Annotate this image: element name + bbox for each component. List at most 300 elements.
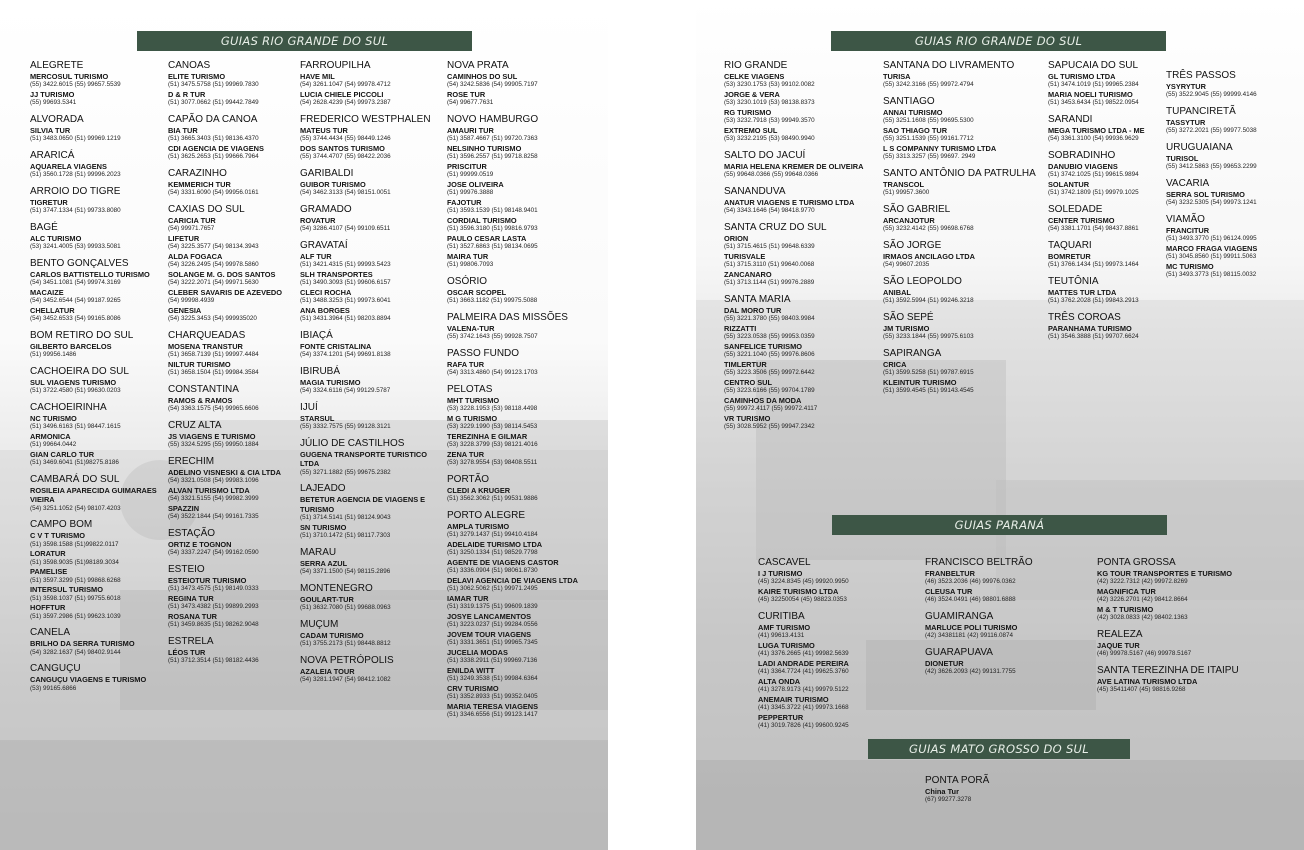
agency-name: HAVE MIL bbox=[300, 72, 335, 81]
city-name: ALEGRETE bbox=[30, 60, 84, 71]
city-name: SÃO SEPÉ bbox=[883, 312, 934, 323]
agency-phones: (51) 3712.3514 (51) 98182.4436 bbox=[168, 657, 259, 665]
agency-name: BIA TUR bbox=[168, 126, 198, 135]
directory-column bbox=[168, 60, 300, 666]
agency-phones: (51) 3331.3651 (51) 99965.7345 bbox=[447, 639, 538, 647]
agency-name: ALVAN TURISMO LTDA bbox=[168, 486, 250, 495]
agency-phones: (51) 3469.6041 (51)98275.8186 bbox=[30, 459, 119, 467]
agency-phones: (54) 3225.3577 (54) 98134.3943 bbox=[168, 243, 259, 251]
agency-phones: (51) 3599.5258 (51) 99787.6915 bbox=[883, 369, 974, 377]
agency-name: ZENA TUR bbox=[447, 450, 485, 459]
agency-name: CENTRO SUL bbox=[724, 378, 773, 387]
agency-name: ALF TUR bbox=[300, 252, 332, 261]
agency-phones: (53) 3230.1019 (53) 98138.8373 bbox=[724, 99, 815, 107]
agency-phones: (54) 3361.3100 (54) 99936.9629 bbox=[1048, 135, 1139, 143]
agency-name: ENILDA WITT bbox=[447, 666, 495, 675]
city-block bbox=[1048, 60, 1166, 108]
agency-name: C V T TURISMO bbox=[30, 531, 86, 541]
city-block bbox=[30, 366, 168, 396]
city-block bbox=[30, 663, 168, 693]
agency-phones: (54) 3522.1844 (54) 99161.7335 bbox=[168, 513, 259, 521]
city-block bbox=[300, 655, 446, 685]
agency-name: FONTE CRISTALINA bbox=[300, 342, 372, 351]
city-block bbox=[447, 384, 587, 468]
agency-name: CRV TURISMO bbox=[447, 684, 499, 693]
city-name: LAJEADO bbox=[300, 483, 346, 495]
city-block bbox=[30, 519, 168, 621]
city-name: SANTO ANTÔNIO DA PATRULHA bbox=[883, 168, 1036, 179]
city-name: ARROIO DO TIGRE bbox=[30, 186, 121, 197]
city-block bbox=[300, 438, 446, 477]
agency-phones: (51) 3722.4580 (51) 99630.0203 bbox=[30, 387, 121, 395]
city-name: CASCAVEL bbox=[758, 557, 811, 568]
agency-name: CADAM TURISMO bbox=[300, 630, 364, 640]
city-block bbox=[1048, 240, 1166, 270]
agency-name: SERRA SOL TURISMO bbox=[1166, 190, 1245, 199]
agency-name: SPAZZIN bbox=[168, 504, 200, 513]
city-name: VIAMÃO bbox=[1166, 214, 1205, 225]
agency-phones: (54) 3324.6116 (54) 99129.5787 bbox=[300, 387, 391, 395]
directory-column bbox=[300, 60, 446, 685]
agency-phones: (55) 3412.5863 (55) 99653.2299 bbox=[1166, 163, 1257, 171]
agency-name: JOSE OLIVEIRA bbox=[447, 180, 504, 189]
agency-name: TURISVALE bbox=[724, 252, 766, 261]
agency-name: YSYRYTUR bbox=[1166, 82, 1206, 91]
city-name: PONTA PORÃ bbox=[925, 775, 990, 786]
agency-name: JOVEM TOUR VIAGENS bbox=[447, 630, 532, 639]
agency-name: PEPPERTUR bbox=[758, 713, 804, 722]
agency-name: ARCANJOTUR bbox=[883, 216, 935, 225]
city-name: CACHOEIRINHA bbox=[30, 402, 107, 413]
agency-name: ORION bbox=[724, 234, 749, 243]
agency-phones: (51) 3710.1472 (51) 98117.7303 bbox=[300, 532, 391, 540]
agency-name: ANATUR VIAGENS E TURISMO LTDA bbox=[724, 198, 855, 207]
city-block bbox=[300, 619, 446, 649]
agency-name: PRISCITUR bbox=[447, 162, 487, 171]
city-block bbox=[168, 168, 300, 198]
agency-name: TIMLERTUR bbox=[724, 360, 767, 369]
agency-phones: (41) 3278.9173 (41) 99979.5122 bbox=[758, 686, 849, 694]
agency-phones: (54) 3462.3133 (54) 98151.0051 bbox=[300, 189, 391, 197]
agency-phones: (51) 3587.4667 (51) 99720.7363 bbox=[447, 135, 538, 143]
city-name: CANOAS bbox=[168, 60, 211, 71]
agency-phones: (51) 3453.6434 (51) 98522.0954 bbox=[1048, 99, 1139, 107]
agency-phones: (54) 3281.1947 (54) 98412.1082 bbox=[300, 676, 391, 684]
agency-name: SERRA AZUL bbox=[300, 558, 348, 568]
city-block bbox=[300, 366, 446, 396]
agency-name: ROSANA TUR bbox=[168, 612, 217, 621]
city-name: GRAVATAÍ bbox=[300, 240, 348, 251]
city-block bbox=[300, 547, 446, 577]
agency-name: MAGNIFICA TUR bbox=[1097, 587, 1156, 596]
agency-name: ORTIZ E TOGNON bbox=[168, 540, 232, 549]
agency-name: GIAN CARLO TUR bbox=[30, 450, 95, 459]
city-name: ESTAÇÃO bbox=[168, 528, 216, 539]
agency-name: KAIRE TURISMO LTDA bbox=[758, 587, 839, 596]
agency-name: PAULO CESAR LASTA bbox=[447, 234, 527, 243]
city-name: SAPIRANGA bbox=[883, 348, 942, 359]
city-block bbox=[30, 258, 168, 324]
city-block bbox=[758, 557, 926, 605]
agency-name: GUIBOR TURISMO bbox=[300, 180, 366, 189]
city-block bbox=[168, 456, 300, 522]
agency-name: SN TURISMO bbox=[300, 522, 347, 532]
agency-name: ANEMAIR TURISMO bbox=[758, 695, 829, 704]
agency-name: SOLANGE M. G. DOS SANTOS bbox=[168, 270, 276, 279]
agency-name: AVE LATINA TURISMO LTDA bbox=[1097, 677, 1198, 686]
city-block bbox=[447, 348, 587, 378]
city-name: ARARICÁ bbox=[30, 150, 75, 161]
agency-phones: (55) 3223.6166 (55) 99704.1789 bbox=[724, 387, 815, 395]
city-block bbox=[168, 114, 300, 162]
agency-phones: (54) 3381.1701 (54) 98437.8861 bbox=[1048, 225, 1139, 233]
city-block bbox=[1048, 312, 1166, 342]
city-block bbox=[883, 348, 1049, 396]
agency-phones: (55) 3232.4142 (55) 99698.6768 bbox=[883, 225, 974, 233]
agency-phones: (55) 99972.4117 (55) 99972.4117 bbox=[724, 405, 818, 413]
agency-phones: (54) 3251.1052 (54) 98107.4203 bbox=[30, 504, 121, 512]
agency-name: LÉOS TUR bbox=[168, 648, 206, 657]
agency-phones: (41) 3376.2665 (41) 99982.5639 bbox=[758, 650, 849, 658]
agency-phones: (54) 3232.5305 (54) 99973.1241 bbox=[1166, 199, 1257, 207]
agency-phones: (51) 99956.1486 bbox=[30, 351, 77, 359]
agency-name: NILTUR TURISMO bbox=[168, 360, 231, 369]
agency-name: CARICIA TUR bbox=[168, 216, 216, 225]
city-block bbox=[30, 402, 168, 468]
agency-phones: (54) 3337.2247 (54) 99162.0590 bbox=[168, 549, 259, 557]
agency-name: MAIRA TUR bbox=[447, 252, 489, 261]
city-name: PORTO ALEGRE bbox=[447, 510, 525, 521]
city-name: RIO GRANDE bbox=[724, 60, 788, 71]
agency-name: RIZZATTI bbox=[724, 324, 757, 333]
city-name: CAMBARÁ DO SUL bbox=[30, 474, 120, 485]
agency-phones: (54) 3226.2495 (54) 99978.5860 bbox=[168, 261, 259, 269]
city-name: FREDERICO WESTPHALEN bbox=[300, 114, 431, 125]
agency-phones: (51) 3714.5141 (51) 98124.9043 bbox=[300, 514, 391, 522]
city-name: SÃO GABRIEL bbox=[883, 204, 951, 215]
city-name: CACHOEIRA DO SUL bbox=[30, 366, 129, 377]
agency-phones: (51) 3596.3180 (51) 99816.9793 bbox=[447, 225, 538, 233]
agency-phones: (51) 3560.1728 (51) 99996.2023 bbox=[30, 171, 121, 179]
city-block bbox=[925, 647, 1097, 677]
city-block bbox=[447, 510, 587, 720]
agency-name: CLEDI A KRUGER bbox=[447, 486, 511, 495]
agency-name: RAFA TUR bbox=[447, 360, 485, 369]
city-name: CANGUÇU bbox=[30, 663, 81, 675]
directory-column bbox=[1048, 60, 1166, 342]
agency-name: PAMELISE bbox=[30, 567, 68, 577]
agency-name: TEREZINHA E GILMAR bbox=[447, 432, 528, 441]
agency-name: MACAIZE bbox=[30, 288, 64, 297]
city-block bbox=[447, 114, 587, 270]
agency-name: TURISOL bbox=[1166, 154, 1199, 163]
city-block bbox=[883, 204, 1049, 234]
city-block bbox=[883, 312, 1049, 342]
agency-name: AMAURI TUR bbox=[447, 126, 494, 135]
city-block bbox=[30, 474, 168, 513]
city-block bbox=[30, 60, 168, 108]
agency-phones: (51) 3490.3093 (51) 99606.6157 bbox=[300, 279, 391, 287]
city-name: SÃO JORGE bbox=[883, 240, 942, 251]
agency-name: CAMINHOS DO SUL bbox=[447, 72, 518, 81]
agency-phones: (54) 2628.4239 (54) 99973.2387 bbox=[300, 99, 391, 107]
agency-name: CLEUSA TUR bbox=[925, 587, 973, 596]
agency-name: INTERSUL TURISMO bbox=[30, 585, 103, 595]
agency-name: LADI ANDRADE PEREIRA bbox=[758, 659, 849, 668]
agency-name: ALTA ONDA bbox=[758, 677, 801, 686]
agency-phones: (54) 3371.1500 (54) 98115.2896 bbox=[300, 568, 391, 576]
city-name: SANTA TEREZINHA DE ITAIPU bbox=[1097, 665, 1239, 676]
agency-name: TASSYTUR bbox=[1166, 118, 1206, 127]
agency-phones: (51) 3483.0650 (51) 99969.1219 bbox=[30, 135, 121, 143]
agency-phones: (51) 3715.4615 (51) 99648.6339 bbox=[724, 243, 815, 251]
agency-phones: (51) 3762.2028 (51) 99843.2913 bbox=[1048, 297, 1139, 305]
agency-name: RG TURISMO bbox=[724, 108, 772, 117]
city-name: OSÓRIO bbox=[447, 276, 488, 287]
agency-phones: (53) 3232.7918 (53) 99949.3570 bbox=[724, 117, 815, 125]
agency-name: TRANSCOL bbox=[883, 180, 925, 189]
city-name: CURITIBA bbox=[758, 611, 805, 622]
agency-name: AQUARELA VIAGENS bbox=[30, 162, 107, 171]
agency-phones: (51) 3062.5062 (51) 99971.2495 bbox=[447, 585, 538, 593]
city-name: PELOTAS bbox=[447, 384, 493, 395]
city-block bbox=[724, 222, 884, 288]
agency-name: L S COMPANNY TURISMO LTDA bbox=[883, 144, 997, 153]
agency-phones: (54) 3286.4107 (54) 99109.6511 bbox=[300, 225, 391, 233]
city-block bbox=[168, 384, 300, 414]
city-block bbox=[1048, 276, 1166, 306]
agency-name: ANA BORGES bbox=[300, 306, 350, 315]
city-name: PALMEIRA DAS MISSÕES bbox=[447, 312, 568, 323]
city-name: BOM RETIRO DO SUL bbox=[30, 330, 134, 341]
agency-phones: (42) 3222.7312 (42) 99972.8269 bbox=[1097, 578, 1188, 586]
agency-name: I J TURISMO bbox=[758, 569, 803, 578]
agency-phones: (54) 3242.5836 (54) 99905.7197 bbox=[447, 81, 538, 89]
agency-phones: (51) 3336.0904 (51) 98061.8730 bbox=[447, 567, 538, 575]
agency-phones: (41) 3364.7724 (41) 99625.3760 bbox=[758, 668, 849, 676]
city-name: GUARAPUAVA bbox=[925, 647, 993, 658]
agency-phones: (55) 3251.1608 (55) 99695.5300 bbox=[883, 117, 974, 125]
city-block bbox=[168, 204, 300, 324]
city-block bbox=[1166, 178, 1301, 208]
agency-phones: (45) 35411407 (45) 98816.9268 bbox=[1097, 686, 1186, 694]
city-name: FRANCISCO BELTRÃO bbox=[925, 557, 1033, 568]
agency-name: LIFETUR bbox=[168, 234, 200, 243]
city-name: TRÊS COROAS bbox=[1048, 312, 1121, 323]
agency-name: D & R TUR bbox=[168, 90, 206, 99]
agency-phones: (54) 3343.1646 (54) 98418.9770 bbox=[724, 207, 815, 215]
agency-phones: (54) 3321.5155 (54) 99982.3999 bbox=[168, 495, 259, 503]
agency-phones: (55) 3251.1539 (55) 99161.7712 bbox=[883, 135, 974, 143]
agency-name: GUGENA TRANSPORTE TURISTICO LTDA bbox=[300, 450, 428, 469]
agency-phones: (51) 3658.1504 (51) 99984.3584 bbox=[168, 369, 259, 377]
agency-phones: (51) 3488.3253 (51) 99973.6041 bbox=[300, 297, 391, 305]
city-block bbox=[1048, 114, 1166, 144]
agency-name: MATTES TUR LTDA bbox=[1048, 288, 1117, 297]
agency-phones: (42) 3626.2093 (42) 99131.7755 bbox=[925, 668, 1016, 676]
agency-phones: (45) 3224.8345 (45) 99920.9950 bbox=[758, 578, 849, 586]
agency-name: MAGIA TURISMO bbox=[300, 378, 361, 387]
agency-phones: (51) 3493.3770 (51) 96124.0995 bbox=[1166, 235, 1257, 243]
agency-phones: (55) 3242.3166 (55) 99972.4794 bbox=[883, 81, 974, 89]
city-name: VACARIA bbox=[1166, 178, 1210, 189]
agency-name: JM TURISMO bbox=[883, 324, 930, 333]
agency-name: AGENTE DE VIAGENS CASTOR bbox=[447, 558, 559, 567]
agency-phones: (53) 3228.1953 (53) 98118.4498 bbox=[447, 405, 538, 413]
agency-phones: (53) 3241.4005 (53) 99933.5081 bbox=[30, 243, 121, 251]
agency-phones: (55) 99648.0366 (55) 99648.0366 bbox=[724, 171, 819, 179]
agency-name: TIGRETUR bbox=[30, 198, 68, 207]
agency-name: REGINA TUR bbox=[168, 594, 214, 603]
city-block bbox=[300, 240, 446, 324]
agency-name: FAJOTUR bbox=[447, 198, 482, 207]
agency-phones: (51) 3742.1809 (51) 99979.1025 bbox=[1048, 189, 1139, 197]
agency-phones: (51) 3421.4315 (51) 99993.5423 bbox=[300, 261, 391, 269]
agency-name: CANGUÇU VIAGENS E TURISMO bbox=[30, 675, 147, 685]
agency-phones: (54) 3452.6544 (54) 99187.9265 bbox=[30, 297, 121, 305]
agency-phones: (51) 3431.3964 (51) 98203.8894 bbox=[300, 315, 391, 323]
city-name: BAGÉ bbox=[30, 222, 58, 233]
agency-phones: (51) 3598.9035 (51)98189.3034 bbox=[30, 558, 119, 566]
agency-phones: (51) 3592.5994 (51) 99246.3218 bbox=[883, 297, 974, 305]
agency-phones: (53) 3230.1753 (53) 99102.0082 bbox=[724, 81, 815, 89]
city-block bbox=[724, 294, 884, 432]
city-name: SALTO DO JACUÍ bbox=[724, 150, 806, 161]
city-block bbox=[1166, 70, 1301, 100]
agency-phones: (55) 3422.6015 (55) 99657.5539 bbox=[30, 81, 121, 89]
city-block bbox=[447, 312, 587, 342]
city-name: SOBRADINHO bbox=[1048, 150, 1116, 161]
city-name: NOVA PETRÓPOLIS bbox=[300, 654, 394, 666]
agency-name: KEMMERICH TUR bbox=[168, 180, 231, 189]
agency-phones: (55) 3233.1844 (55) 99975.6103 bbox=[883, 333, 974, 341]
agency-name: JORGE & VERA bbox=[724, 90, 780, 99]
city-block bbox=[168, 60, 300, 108]
section-header-parana: GUIAS PARANÁ bbox=[832, 515, 1167, 535]
city-name: MUÇUM bbox=[300, 618, 339, 630]
agency-name: SILVIA TUR bbox=[30, 126, 71, 135]
city-block bbox=[1048, 204, 1166, 234]
agency-name: VALENA-TUR bbox=[447, 324, 495, 333]
city-block bbox=[883, 96, 1049, 162]
city-name: CRUZ ALTA bbox=[168, 420, 222, 431]
agency-name: CLECI ROCHA bbox=[300, 288, 352, 297]
agency-phones: (54) 3313.4860 (54) 99123.1703 bbox=[447, 369, 538, 377]
city-name: NOVA PRATA bbox=[447, 60, 509, 71]
agency-phones: (51) 3496.6163 (51) 98447.1615 bbox=[30, 423, 121, 431]
agency-phones: (54) 3363.1575 (54) 99965.6606 bbox=[168, 405, 259, 413]
agency-phones: (54) 99971.7657 bbox=[168, 225, 215, 233]
agency-phones: (51) 3475.5758 (51) 99969.7830 bbox=[168, 81, 259, 89]
agency-name: FRANCITUR bbox=[1166, 226, 1210, 235]
city-block bbox=[883, 168, 1049, 198]
agency-phones: (51) 3663.1182 (51) 99975.5088 bbox=[447, 297, 538, 305]
agency-name: MARLUCE POLI TURISMO bbox=[925, 623, 1018, 632]
agency-phones: (54) 99998.4939 bbox=[168, 297, 215, 305]
agency-name: MOSENA TRANSTUR bbox=[168, 342, 243, 351]
city-block bbox=[724, 186, 884, 216]
agency-name: AZALEIA TOUR bbox=[300, 666, 355, 676]
agency-phones: (55) 3742.1643 (55) 99928.7507 bbox=[447, 333, 538, 341]
agency-name: CAMINHOS DA MODA bbox=[724, 396, 802, 405]
city-name: FARROUPILHA bbox=[300, 60, 371, 71]
city-name: SARANDI bbox=[1048, 114, 1093, 125]
agency-name: ELITE TURISMO bbox=[168, 72, 226, 81]
agency-name: LUCIA CHIELE PICCOLI bbox=[300, 90, 384, 99]
agency-phones: (51) 3742.1025 (51) 99615.9894 bbox=[1048, 171, 1139, 179]
city-block bbox=[30, 330, 168, 360]
agency-name: MARIA HELENA KREMER DE OLIVEIRA bbox=[724, 162, 864, 171]
agency-name: CHELLATUR bbox=[30, 306, 75, 315]
agency-name: GL TURISMO LTDA bbox=[1048, 72, 1116, 81]
agency-phones: (51) 3493.3773 (51) 98115.0032 bbox=[1166, 271, 1257, 279]
agency-name: BOMRETUR bbox=[1048, 252, 1091, 261]
city-block bbox=[1097, 629, 1297, 659]
agency-phones: (51) 3658.7139 (51) 99997.4484 bbox=[168, 351, 259, 359]
agency-phones: (51) 3598.1037 (51) 99755.6018 bbox=[30, 594, 121, 602]
agency-phones: (55) 3313.3257 (55) 99697. 2949 bbox=[883, 153, 976, 161]
agency-phones: (41) 3345.3722 (41) 99973.1668 bbox=[758, 704, 849, 712]
city-name: TUPANCIRETÃ bbox=[1166, 106, 1236, 117]
agency-phones: (41) 99613.4131 bbox=[758, 632, 805, 640]
city-name: MARAU bbox=[300, 546, 337, 558]
agency-name: RAMOS & RAMOS bbox=[168, 396, 233, 405]
directory-column bbox=[1166, 70, 1301, 280]
agency-name: ESTEIOTUR TURISMO bbox=[168, 576, 247, 585]
agency-phones: (51) 3473.4382 (51) 99899.2993 bbox=[168, 603, 259, 611]
agency-name: MARIA NOELI TURISMO bbox=[1048, 90, 1133, 99]
agency-phones: (51) 3599.4545 (51) 99143.4545 bbox=[883, 387, 974, 395]
agency-name: STARSUL bbox=[300, 414, 335, 423]
agency-phones: (51) 3593.1539 (51) 98148.9401 bbox=[447, 207, 538, 215]
city-name: CHARQUEADAS bbox=[168, 330, 246, 341]
agency-name: LUGA TURISMO bbox=[758, 641, 815, 650]
city-block bbox=[168, 330, 300, 378]
agency-name: ARMONICA bbox=[30, 432, 71, 441]
agency-name: DANUBIO VIAGENS bbox=[1048, 162, 1118, 171]
city-block bbox=[883, 276, 1049, 306]
agency-phones: (55) 3271.1882 (55) 99675.2382 bbox=[300, 468, 391, 476]
city-block bbox=[168, 420, 300, 450]
city-name: SANTA CRUZ DO SUL bbox=[724, 222, 827, 233]
agency-phones: (51) 3045.8560 (51) 99911.5063 bbox=[1166, 253, 1257, 261]
city-block bbox=[300, 330, 446, 360]
city-name: CAXIAS DO SUL bbox=[168, 204, 245, 215]
agency-phones: (46) 3523.2036 (46) 99976.0362 bbox=[925, 578, 1016, 586]
city-name: TAQUARI bbox=[1048, 240, 1092, 251]
city-block bbox=[447, 474, 587, 504]
city-block bbox=[925, 557, 1097, 605]
agency-name: MHT TURISMO bbox=[447, 396, 500, 405]
city-block bbox=[300, 483, 446, 540]
agency-name: MATEUS TUR bbox=[300, 126, 348, 135]
agency-name: IRMAOS ANCILAGO LTDA bbox=[883, 252, 975, 261]
agency-phones: (51) 3625.2653 (51) 99666.7964 bbox=[168, 153, 259, 161]
city-block bbox=[168, 564, 300, 630]
city-block bbox=[30, 114, 168, 144]
agency-name: KG TOUR TRANSPORTES E TURISMO bbox=[1097, 569, 1232, 578]
city-block bbox=[300, 583, 446, 613]
agency-name: JAQUE TUR bbox=[1097, 641, 1140, 650]
city-block bbox=[168, 636, 300, 666]
agency-name: MARIA TERESA VIAGENS bbox=[447, 702, 539, 711]
agency-name: KLEINTUR TURISMO bbox=[883, 378, 957, 387]
agency-phones: (51) 99976.3888 bbox=[447, 189, 494, 197]
agency-phones: (54) 99607.2035 bbox=[883, 261, 930, 269]
agency-phones: (54) 3321.0508 (54) 99983.1096 bbox=[168, 477, 259, 485]
city-name: PORTÃO bbox=[447, 474, 490, 485]
city-name: SANTANA DO LIVRAMENTO bbox=[883, 60, 1015, 71]
